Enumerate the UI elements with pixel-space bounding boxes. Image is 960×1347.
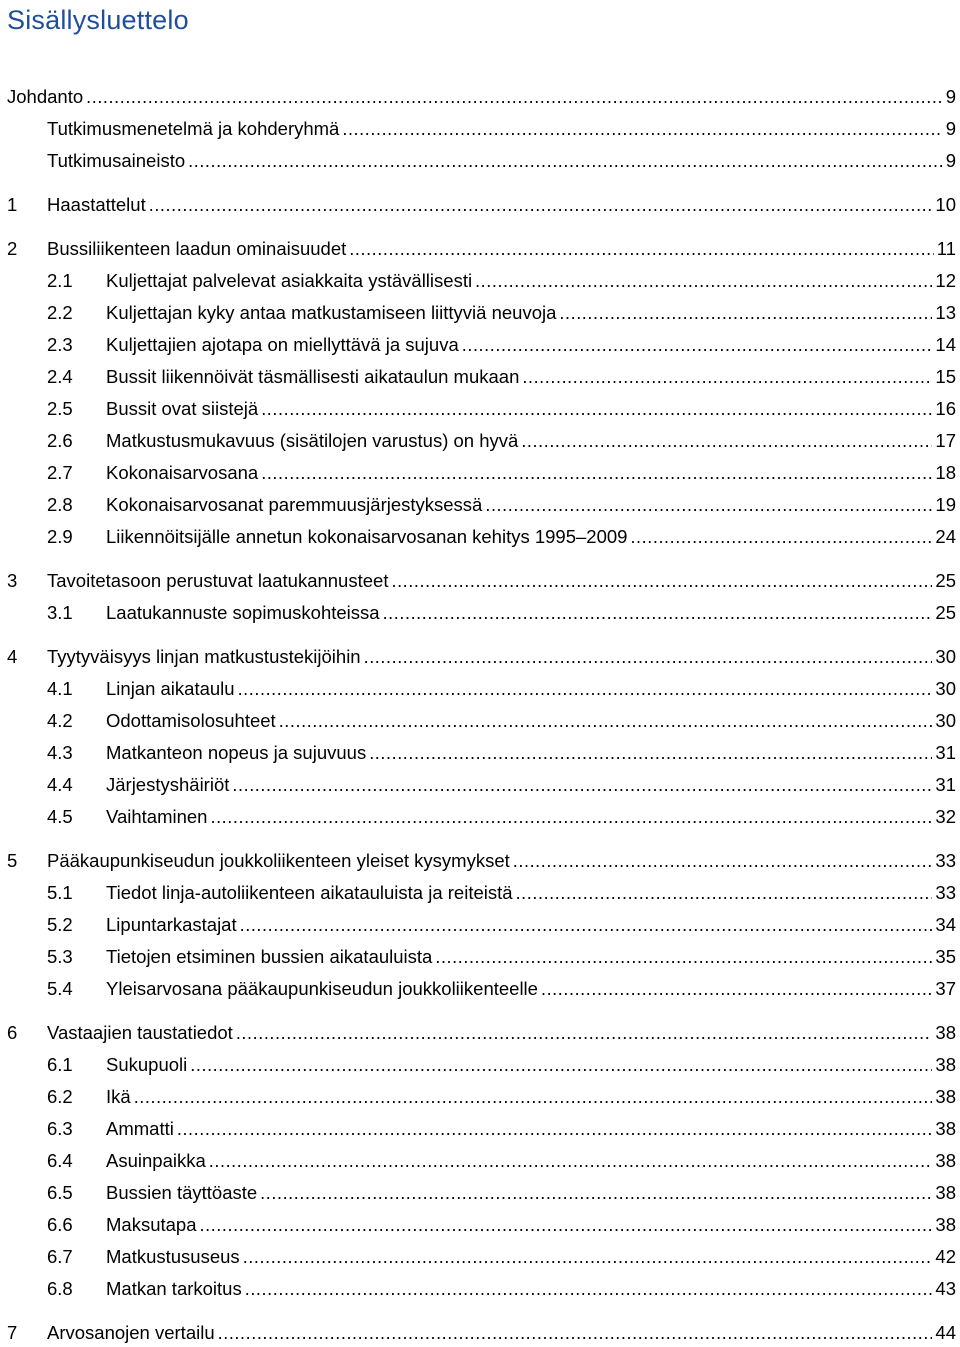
toc-dot-leader: [260, 1182, 932, 1204]
toc-entry[interactable]: [7, 1318, 956, 1344]
toc-entry-number: 4.3: [47, 742, 73, 763]
toc-entry-label: Kuljettajan kyky antaa matkustamiseen liittyviä neuvoja: [106, 302, 557, 323]
toc-dot-leader: [475, 270, 932, 292]
toc-entry[interactable]: [47, 1178, 956, 1204]
toc-entry-label: Tiedot linja-autoliikenteen aikatauluista ja reiteistä: [106, 882, 513, 903]
toc-entry[interactable]: [47, 426, 956, 452]
toc-entry-label: Tyytyväisyys linjan matkustustekijöihin: [47, 646, 361, 667]
toc-entry-number: 2.4: [47, 366, 73, 387]
toc-entry-page-number: 38: [935, 1182, 956, 1203]
toc-entry[interactable]: [47, 674, 956, 700]
toc-dot-leader: [485, 494, 932, 516]
toc-entry-label: Kuljettajien ajotapa on miellyttävä ja sujuva: [106, 334, 459, 355]
toc-entry-page-number: 25: [935, 570, 956, 591]
toc-dot-leader: [279, 710, 933, 732]
toc-dot-leader: [369, 742, 932, 764]
toc-entry-label: Bussit liikennöivät täsmällisesti aikataulun mukaan: [106, 366, 520, 387]
toc-entry[interactable]: [47, 1146, 956, 1172]
toc-dot-leader: [245, 1278, 933, 1300]
toc-entry[interactable]: [47, 1274, 956, 1300]
toc-dot-leader: [232, 774, 932, 796]
toc-entry-number: 5.4: [47, 978, 73, 999]
toc-entry-page-number: 34: [935, 914, 956, 935]
toc-entry-label: Matkustusmukavuus (sisätilojen varustus) on hyvä: [106, 430, 519, 451]
toc-entry[interactable]: [47, 1210, 956, 1236]
toc-entry-page-number: 9: [945, 118, 956, 139]
toc-entry[interactable]: [47, 1114, 956, 1140]
toc-entry-label: Arvosanojen vertailu: [47, 1322, 215, 1343]
toc-dot-leader: [188, 150, 943, 172]
toc-entry-label: Kuljettajat palvelevat asiakkaita ystävällisesti: [106, 270, 473, 291]
toc-entry-page-number: 38: [935, 1086, 956, 1107]
toc-entry-label: Lipuntarkastajat: [106, 914, 237, 935]
toc-entry-label: Johdanto: [7, 86, 84, 107]
toc-entry-number: 4.5: [47, 806, 73, 827]
toc-entry-number: 6.7: [47, 1246, 73, 1267]
toc-entry-label: Tutkimusaineisto: [47, 150, 186, 171]
toc-entry-number: 4.2: [47, 710, 73, 731]
toc-entry-number: 6.4: [47, 1150, 73, 1171]
toc-dot-leader: [559, 302, 932, 324]
toc-dot-leader: [364, 646, 933, 668]
toc-entry-number: 5.2: [47, 914, 73, 935]
toc-entry-label: Bussiliikenteen laadun ominaisuudet: [47, 238, 347, 259]
toc-dot-leader: [516, 882, 933, 904]
toc-entry-number: 4: [7, 646, 18, 667]
toc-entry-label: Pääkaupunkiseudun joukkoliikenteen yleiset kysymykset: [47, 850, 510, 871]
toc-entry-page-number: 38: [935, 1022, 956, 1043]
toc-entry-number: 2.2: [47, 302, 73, 323]
toc-entry-page-number: 18: [935, 462, 956, 483]
toc-entry-page-number: 42: [935, 1246, 956, 1267]
toc-dot-leader: [342, 118, 942, 140]
toc-entry-number: 2: [7, 238, 18, 259]
toc-entry[interactable]: [47, 362, 956, 388]
toc-dot-leader: [190, 1054, 932, 1076]
toc-dot-leader: [177, 1118, 933, 1140]
toc-dot-leader: [134, 1086, 933, 1108]
toc-dot-leader: [383, 602, 933, 624]
toc-entry-label: Bussit ovat siistejä: [106, 398, 259, 419]
toc-dot-leader: [200, 1214, 933, 1236]
toc-entry[interactable]: [47, 910, 956, 936]
toc-entry-page-number: 33: [935, 882, 956, 903]
toc-entry-page-number: 9: [945, 86, 956, 107]
toc-entry[interactable]: [47, 490, 956, 516]
toc-entry-page-number: 30: [935, 710, 956, 731]
toc-entry[interactable]: [47, 706, 956, 732]
toc-entry-number: 6.2: [47, 1086, 73, 1107]
toc-entry-number: 3.1: [47, 602, 73, 623]
toc-entry[interactable]: [47, 598, 956, 624]
toc-entry-number: 5.3: [47, 946, 73, 967]
toc-entry-page-number: 38: [935, 1150, 956, 1171]
toc-entry-page-number: 35: [935, 946, 956, 967]
toc-dot-leader: [521, 430, 932, 452]
toc-dot-leader: [462, 334, 933, 356]
toc-dot-leader: [349, 238, 934, 260]
toc-entry[interactable]: [7, 82, 956, 108]
toc-entry-label: Laatukannuste sopimuskohteissa: [106, 602, 380, 623]
toc-entry-page-number: 13: [935, 302, 956, 323]
toc-entry-label: Ammatti: [106, 1118, 174, 1139]
toc-entry-page-number: 10: [935, 194, 956, 215]
toc-entry-number: 6: [7, 1022, 18, 1043]
toc-entry-page-number: 17: [935, 430, 956, 451]
toc-dot-leader: [435, 946, 932, 968]
toc-entry-page-number: 43: [935, 1278, 956, 1299]
toc-entry-page-number: 32: [935, 806, 956, 827]
toc-entry[interactable]: [47, 1050, 956, 1076]
toc-entry-page-number: 9: [945, 150, 956, 171]
toc-entry-page-number: 38: [935, 1214, 956, 1235]
toc-entry-number: 7: [7, 1322, 18, 1343]
toc-entry-page-number: 33: [935, 850, 956, 871]
toc-entry-page-number: 38: [935, 1054, 956, 1075]
toc-entry-page-number: 24: [935, 526, 956, 547]
toc-entry-page-number: 31: [935, 742, 956, 763]
toc-entry-page-number: 19: [935, 494, 956, 515]
toc-entry-number: 6.5: [47, 1182, 73, 1203]
toc-entry[interactable]: [47, 738, 956, 764]
toc-entry-page-number: 31: [935, 774, 956, 795]
toc-entry[interactable]: [47, 146, 956, 172]
toc-entry-number: 2.7: [47, 462, 73, 483]
page-title: Sisällysluettelo: [7, 5, 189, 35]
toc-entry-number: 5.1: [47, 882, 73, 903]
toc-entry-label: Asuinpaikka: [106, 1150, 206, 1171]
toc-entry[interactable]: [47, 522, 956, 548]
toc-entry-number: 2.3: [47, 334, 73, 355]
toc-dot-leader: [261, 398, 932, 420]
toc-entry-label: Matkanteon nopeus ja sujuvuus: [106, 742, 367, 763]
toc-entry-number: 4.1: [47, 678, 73, 699]
toc-entry-page-number: 30: [935, 678, 956, 699]
toc-entry[interactable]: [7, 234, 956, 260]
toc-entry-page-number: 12: [935, 270, 956, 291]
toc-entry-page-number: 44: [935, 1322, 956, 1343]
toc-entry-label: Kokonaisarvosanat paremmuusjärjestyksessä: [106, 494, 483, 515]
toc-entry-label: Vaihtaminen: [106, 806, 208, 827]
toc-dot-leader: [391, 570, 932, 592]
toc-dot-leader: [218, 1322, 933, 1344]
toc-entry-page-number: 16: [935, 398, 956, 419]
toc-entry[interactable]: [47, 114, 956, 140]
toc-entry-label: Matkustususeus: [106, 1246, 240, 1267]
toc-entry-page-number: 30: [935, 646, 956, 667]
toc-entry[interactable]: [7, 566, 956, 592]
toc-entry-label: Liikennöitsijälle annetun kokonaisarvosanan kehitys 1995–2009: [106, 526, 628, 547]
toc-entry-label: Kokonaisarvosana: [106, 462, 259, 483]
toc-entry-number: 2.1: [47, 270, 73, 291]
toc-entry-page-number: 37: [935, 978, 956, 999]
toc-entry[interactable]: [47, 298, 956, 324]
toc-dot-leader: [522, 366, 932, 388]
toc-entry-label: Sukupuoli: [106, 1054, 188, 1075]
toc-entry-number: 2.5: [47, 398, 73, 419]
toc-entry-label: Linjan aikataulu: [106, 678, 235, 699]
toc-entry-label: Ikä: [106, 1086, 131, 1107]
toc-dot-leader: [209, 1150, 933, 1172]
toc-entry-number: 2.9: [47, 526, 73, 547]
toc-dot-leader: [238, 678, 933, 700]
toc-entry[interactable]: [47, 394, 956, 420]
toc-entry[interactable]: [47, 942, 956, 968]
toc-entry-label: Tutkimusmenetelmä ja kohderyhmä: [47, 118, 340, 139]
toc-entry-page-number: 15: [935, 366, 956, 387]
toc-entry-number: 6.6: [47, 1214, 73, 1235]
toc-entry-label: Matkan tarkoitus: [106, 1278, 242, 1299]
toc-dot-leader: [236, 1022, 933, 1044]
toc-entry-label: Yleisarvosana pääkaupunkiseudun joukkoliikenteelle: [106, 978, 538, 999]
toc-dot-leader: [541, 978, 932, 1000]
toc-entry-label: Järjestyshäiriöt: [106, 774, 230, 795]
toc-entry-number: 2.6: [47, 430, 73, 451]
toc-entry[interactable]: [7, 846, 956, 872]
toc-entry[interactable]: [47, 974, 956, 1000]
toc-entry[interactable]: [47, 770, 956, 796]
toc-entry-page-number: 14: [935, 334, 956, 355]
toc-entry[interactable]: [47, 458, 956, 484]
toc-entry[interactable]: [47, 266, 956, 292]
toc-dot-leader: [210, 806, 932, 828]
toc-entry-label: Odottamisolosuhteet: [106, 710, 276, 731]
toc-entry-number: 6.1: [47, 1054, 73, 1075]
toc-entry[interactable]: [47, 802, 956, 828]
toc-entry-number: 2.8: [47, 494, 73, 515]
toc-entry-label: Tietojen etsiminen bussien aikatauluista: [106, 946, 433, 967]
toc-dot-leader: [86, 86, 943, 108]
toc-dot-leader: [243, 1246, 933, 1268]
toc-entry[interactable]: [7, 1018, 956, 1044]
toc-dot-leader: [149, 194, 933, 216]
toc-entry[interactable]: [47, 330, 956, 356]
toc-entry-number: 3: [7, 570, 18, 591]
toc-dot-leader: [630, 526, 932, 548]
toc-dot-leader: [261, 462, 932, 484]
toc-entry-number: 1: [7, 194, 18, 215]
toc-entry-number: 6.3: [47, 1118, 73, 1139]
toc-entry-label: Maksutapa: [106, 1214, 197, 1235]
toc-entry-label: Vastaajien taustatiedot: [47, 1022, 233, 1043]
toc-entry-label: Bussien täyttöaste: [106, 1182, 258, 1203]
toc-entry[interactable]: [7, 190, 956, 216]
toc-entry[interactable]: [7, 642, 956, 668]
toc-entry-page-number: 38: [935, 1118, 956, 1139]
toc-dot-leader: [513, 850, 933, 872]
toc-entry-page-number: 25: [935, 602, 956, 623]
toc-entry[interactable]: [47, 1082, 956, 1108]
toc-entry-number: 4.4: [47, 774, 73, 795]
toc-dot-leader: [240, 914, 933, 936]
toc-entry-number: 5: [7, 850, 18, 871]
toc-entry[interactable]: [47, 878, 956, 904]
toc-entry-page-number: 11: [936, 238, 956, 259]
toc-entry-number: 6.8: [47, 1278, 73, 1299]
toc-entry[interactable]: [47, 1242, 956, 1268]
toc-entry-label: Haastattelut: [47, 194, 146, 215]
toc-entry-label: Tavoitetasoon perustuvat laatukannusteet: [47, 570, 389, 591]
